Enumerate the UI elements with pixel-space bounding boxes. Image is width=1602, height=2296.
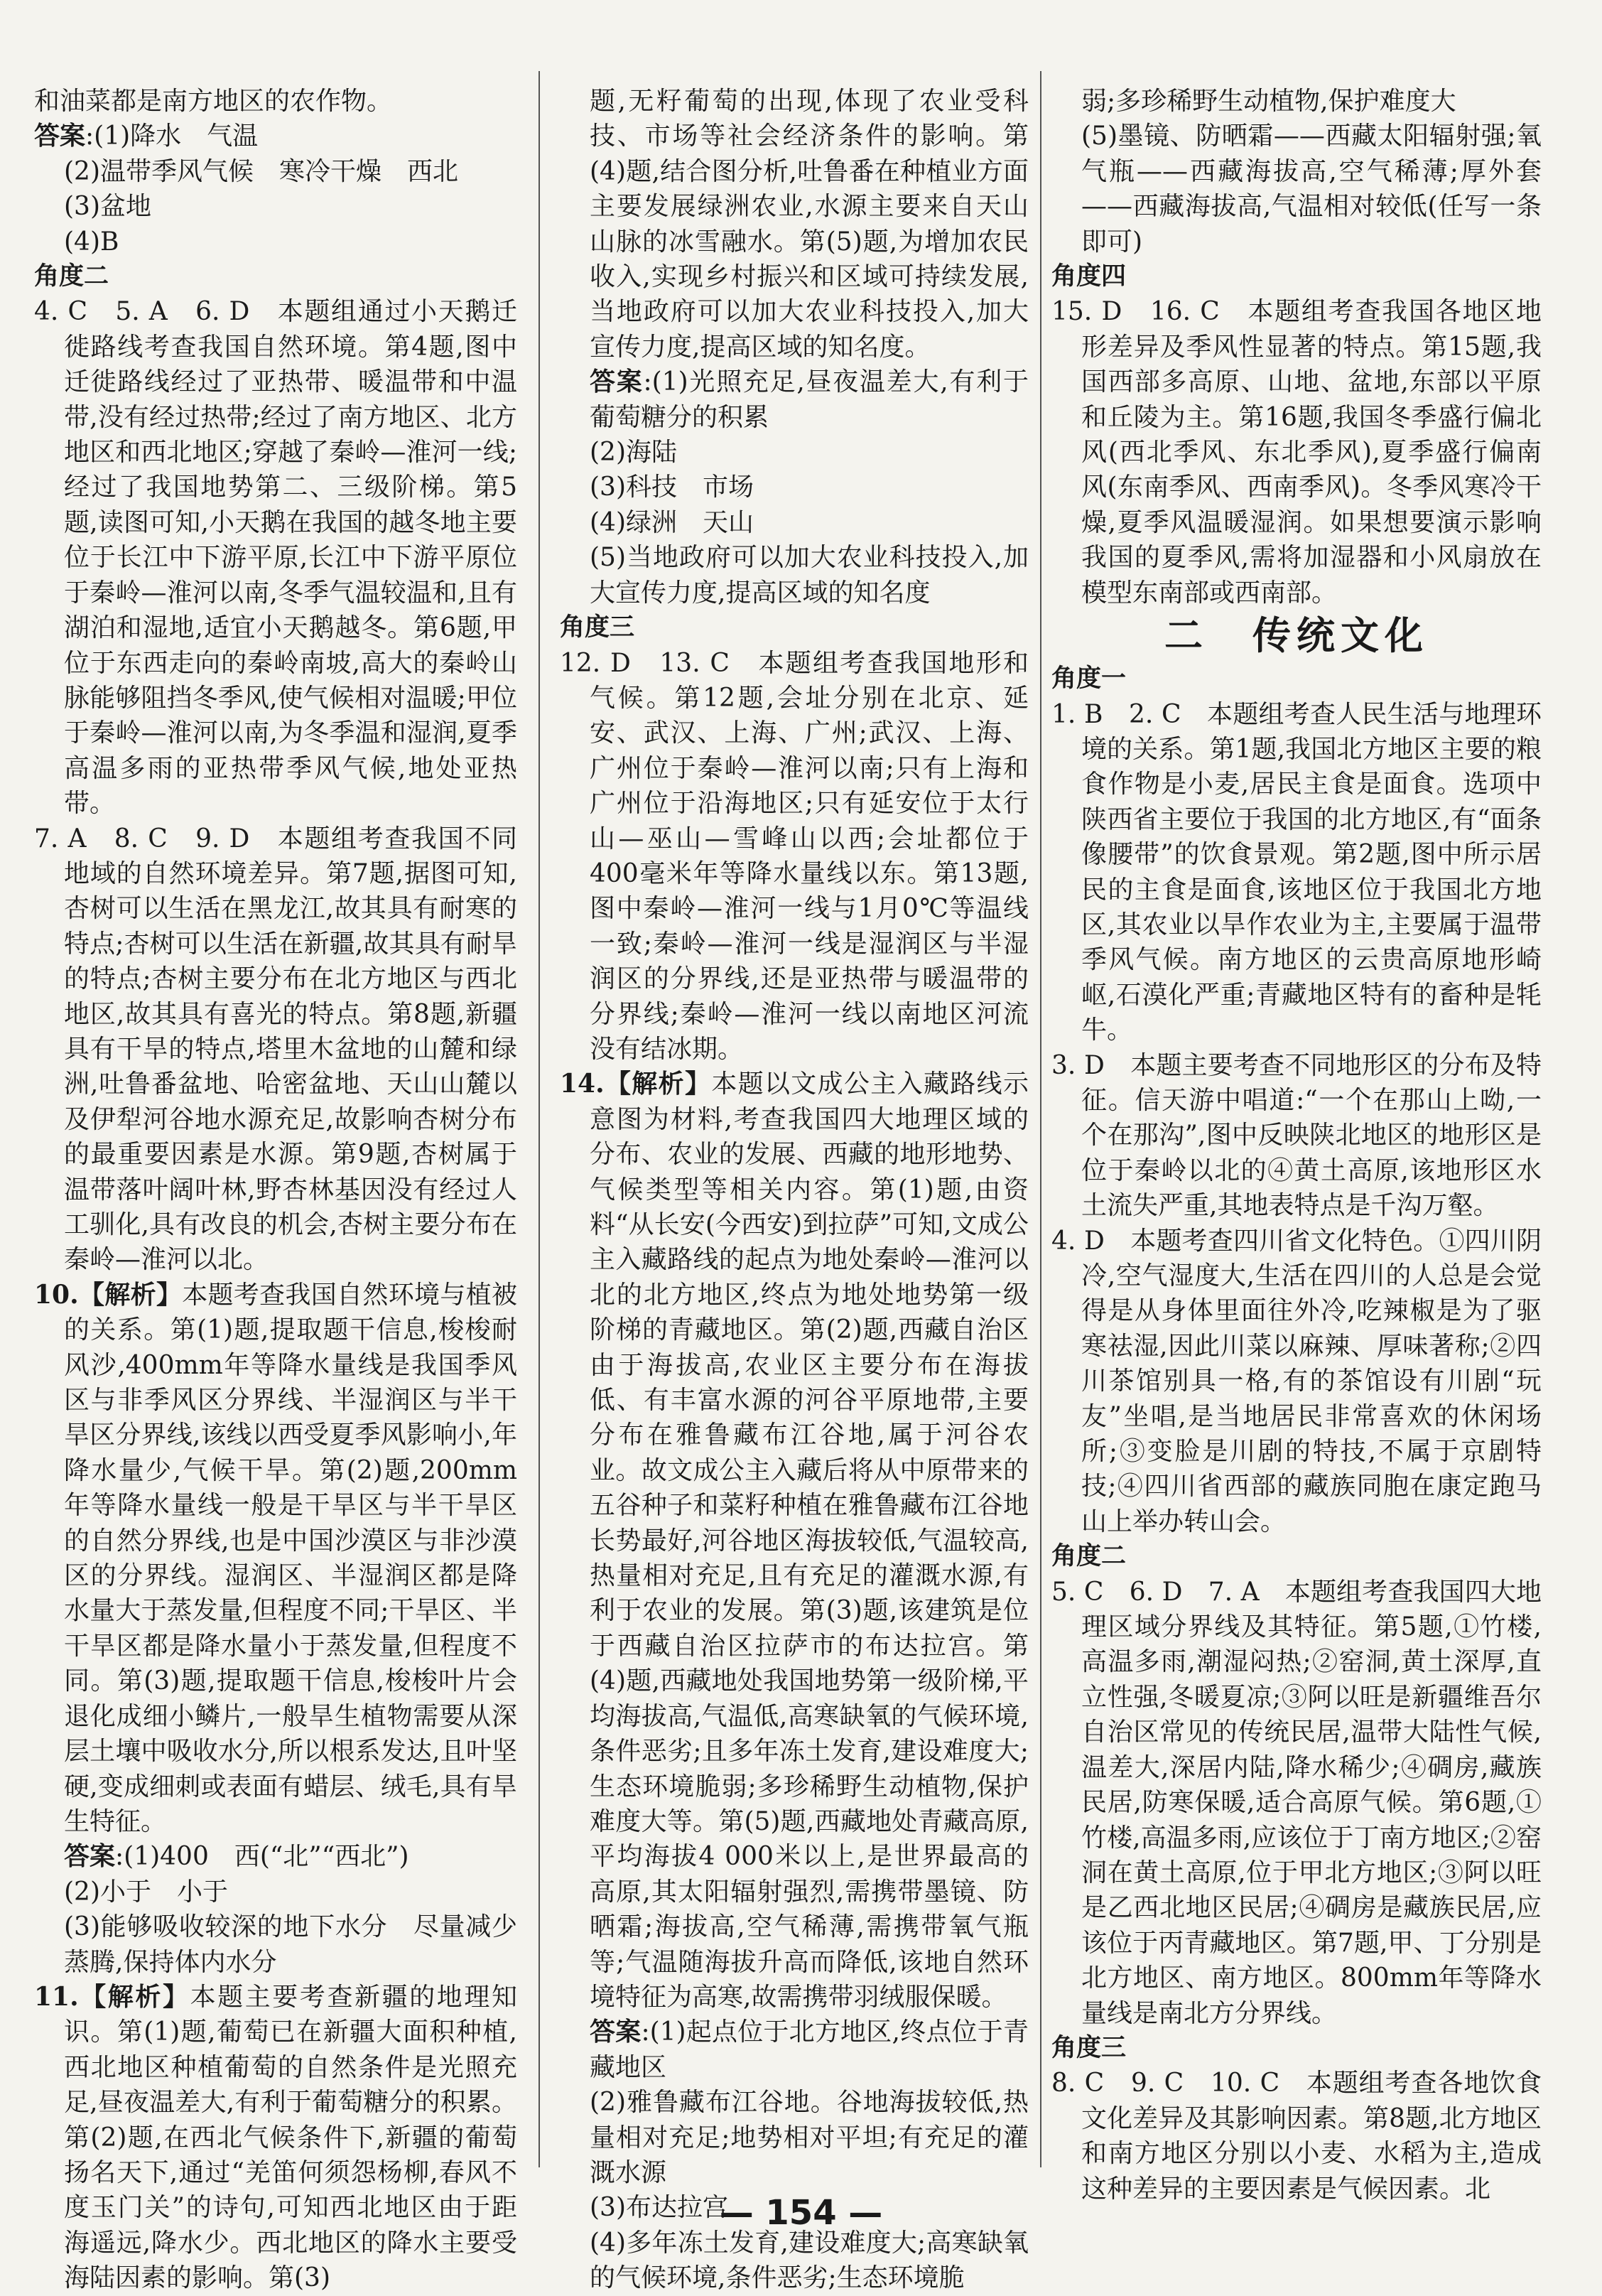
question-text: 本题以文成公主入藏路线示意图为材料,考查我国四大地理区域的分布、农业的发展、西藏的地形地势、气候类型等相关内容。第(1)题,由资料“从长安(今西安)到拉萨”可知,文成公主入藏路线的起点为地处秦岭—淮河以北的北方地区,终点为地处地势第一级阶梯的青藏地区。第(2)题,西藏自治区由于海拔高,农业区主要分布在海拔低、有丰富水源的河谷平原地带,主要分布在雅鲁藏布江谷地,属于河谷农业。故文成公主入藏后将从中原带来的五谷种子和菜籽种植在雅鲁藏布江谷地长势最好,河谷地区海拔较低,气温较高,热量相对充足,且有充足的灌溉水源,有利于农业的发展。第(3)题,该建筑是位于西藏自治区拉萨市的布达拉宫。第(4)题,西藏地处我国地势第一级阶梯,平均海拔高,气温低,高寒缺氧的气候环境,条件恶劣;且多年冻土发育,建设难度大;生态环境脆弱;多珍稀野生动植物,保护难度大等。第(5)题,西藏地处青藏高原,平均海拔4 000米以上,是世界最高的高原,其太阳辐射强烈,需携带墨镜、防晒霜;海拔高,空气稀薄,需携带氧气瓶等;气温随海拔升高而降低,该地自然环境特征为高寒,故需携带羽绒服保暖。 — [590, 1069, 1029, 2012]
answer-line: (2)海陆 — [590, 438, 677, 468]
heading-angle-2: 角度二 — [1051, 1542, 1127, 1571]
question-1-2: 1. B 2. C 本题组考查人民生活与地理环境的关系。第1题,我国北方地区主要的粮食作物是小麦,居民主食是面食。选项中陕西省主要位于我国的北方地区,有“面条像腰带”的饮食景观。第2题,图中所示居民的主食是面食,该地区位于我国北方地区,其农业以旱作农业为主,主要属于温带季风气候。南方地区的云贵高原地形崎岖,石漠化严重;青藏地区特有的畜种是牦牛。 — [1051, 699, 1542, 1045]
column-middle — [560, 84, 1029, 2296]
answer-line: (4)B — [64, 227, 119, 257]
heading-angle-3: 角度三 — [1051, 2033, 1127, 2062]
heading-angle-4: 角度四 — [1051, 262, 1127, 291]
question-15-16: 15. D 16. C 本题组考查我国各地区地形差异及季风性显著的特点。第15题,我国西部多高原、山地、盆地,东部以平原和丘陵为主。第16题,我国冬季盛行偏北风(西北季风、东北季风),夏季盛行偏南风(东南季风、西南季风)。冬季风寒冷干燥,夏季风温暖湿润。如果想要演示影响我国的夏季风,需将加湿器和小风扇放在模型东南部或西南部。 — [1051, 297, 1542, 608]
question-11-continued: 题,无籽葡萄的出现,体现了农业受科技、市场等社会经济条件的影响。第(4)题,结合图分析,吐鲁番在种植业方面主要发展绿洲农业,水源主要来自天山山脉的冰雪融水。第(5)题,为增加农民收入,实现乡村振兴和区域可持续发展,当地政府可以加大农业科技投入,加大宣传力度,提高区域的知名度。 — [590, 87, 1029, 362]
answer-line: (5)当地政府可以加大农业科技投入,加大宣传力度,提高区域的知名度 — [590, 543, 1029, 608]
answer-line: :(1)光照充足,昼夜温差大,有利于葡萄糖分的积累 — [590, 367, 1029, 432]
question-text: 本题考查我国自然环境与植被的关系。第(1)题,提取题干信息,梭梭耐风沙,400mm年等降水量线是我国季风区与非季风区分界线、半湿润区与半干旱区分界线,该线以西受夏季风影响小,年降水量少,气候干旱。第(2)题,200mm年等降水量线一般是干旱区与半干旱区的自然分界线,也是中国沙漠区与非沙漠区的分界线。湿润区、半湿润区都是降水量大于蒸发量,但程度不同;干旱区、半干旱区都是降水量小于蒸发量,但程度不同。第(3)题,提取题干信息,梭梭叶片会退化成细小鳞片,一般旱生植物需要从深层土壤中吸收水分,所以根系发达,且叶坚硬,变成细刺或表面有蜡层、绒毛,具有旱生特征。 — [64, 1280, 517, 1836]
answer-line: (2)小于 小于 — [64, 1877, 228, 1907]
answer-line: (4)绿洲 天山 — [590, 507, 754, 537]
answer-block-11 — [560, 365, 1029, 435]
question-4-6: 4. C 5. A 6. D 本题组通过小天鹅迁徙路线考查我国自然环境。第4题,图中迁徙路线经过了亚热带、暖温带和中温带,没有经过热带;经过了南方地区、北方地区和西北地区;穿越了秦岭—淮河一线;经过了我国地势第二、三级阶梯。第5题,读图可知,小天鹅在我国的越冬地主要位于长江中下游平原,长江中下游平原位于秦岭—淮河以南,冬季气温较温和,且有湖泊和湿地,适宜小天鹅越冬。第6题,甲位于东西走向的秦岭南坡,高大的秦岭山脉能够阻挡冬季风,使气候相对温暖;甲位于秦岭—淮河以南,为冬季温和湿润,夏季高温多雨的亚热带季风气候,地处亚热带。 — [34, 297, 517, 819]
column-divider-2 — [1040, 71, 1041, 2167]
question-11 — [34, 1980, 517, 2296]
question-number: 11. — [34, 1981, 79, 2012]
question-number: 10. — [34, 1279, 79, 1310]
question-5-7: 5. C 6. D 7. A 本题组考查我国四大地理区域分界线及其特征。第5题,①竹楼,高温多雨,潮湿闷热;②窑洞,黄土深厚,直立性强,冬暖夏凉;③阿以旺是新疆维吾尔自治区常见的传统民居,温带大陆性气候,温差大,深居内陆,降水稀少;④碉房,藏族民居,防寒保暖,适合高原气候。第6题,①竹楼,高温多雨,应该位于丁南方地区;②窑洞在黄土高原,位于甲北方地区;③阿以旺是乙西北地区民居;④碉房是藏族民居,应该位于丙青藏地区。第7题,甲、丁分别是北方地区、南方地区。800mm年等降水量线是南北方分界线。 — [1051, 1577, 1542, 2028]
answer-block-3 — [34, 119, 517, 153]
section-title: 二 传统文化 — [1164, 613, 1429, 659]
analysis-tag: 【解析】 — [604, 1069, 712, 1099]
answer-line: (3)盆地 — [64, 192, 151, 222]
answer-line: (3)布达拉宫 — [590, 2193, 728, 2223]
answer-line: :(1)400 西(“北”“西北”) — [115, 1842, 409, 1872]
heading-angle-3: 角度三 — [560, 613, 635, 642]
analysis-tag: 【解析】 — [78, 1279, 183, 1310]
answer-line: :(1)降水 气温 — [85, 122, 259, 151]
answer-14-continued: 弱;多珍稀野生动植物,保护难度大 — [1081, 87, 1456, 116]
answer-line: (4)多年冻土发育,建设难度大;高寒缺氧的气候环境,条件恶劣;生态环境脆 — [590, 2228, 1029, 2293]
answer-line: :(1)起点位于北方地区,终点位于青藏地区 — [590, 2017, 1029, 2082]
question-8-10: 8. C 9. C 10. C 本题组考查各地饮食文化差异及其影响因素。第8题,北方地区和南方地区分别以小麦、水稻为主,造成这种差异的主要因素是气候因素。北 — [1051, 2069, 1542, 2204]
analysis-tag: 【解析】 — [78, 1981, 190, 2012]
answer-block-14 — [560, 2015, 1029, 2085]
question-4: 4. D 本题考查四川省文化特色。①四川阴冷,空气湿度大,生活在四川的人总是会觉得是从身体里面往外冷,吃辣椒是为了驱寒祛湿,因此川菜以麻辣、厚味著称;②四川茶馆别具一格,有的茶馆设有川剧“玩友”坐唱,是当地居民非常喜欢的休闲场所;③变脸是川剧的特技,不属于京剧特技;④四川省西部的藏族同胞在康定跑马山上举办转山会。 — [1051, 1226, 1542, 1536]
question-7-9: 7. A 8. C 9. D 本题组考查我国不同地域的自然环境差异。第7题,据图可知,杏树可以生活在黑龙江,故其具有耐寒的特点;杏树可以生活在新疆,故其具有耐旱的特点;杏树主要分布在北方地区与西北地区,故其具有喜光的特点。第8题,新疆具有干旱的特点,塔里木盆地的山麓和绿洲,吐鲁番盆地、哈密盆地、天山山麓以及伊犁河谷地水源充足,故影响杏树分布的最重要因素是水源。第9题,杏树属于温带落叶阔叶林,野杏林基因没有经过人工驯化,具有改良的机会,杏树主要分布在秦岭—淮河以北。 — [34, 824, 517, 1275]
answer-line: (2)雅鲁藏布江谷地。谷地海拔较低,热量相对充足;地势相对平坦;有充足的灌溉水源 — [590, 2088, 1029, 2187]
question-3: 3. D 本题主要考查不同地形区的分布及特征。信天游中唱道:“一个在那山上呦,一个在那沟”,图中反映陕北地区的地形区是位于秦岭以北的④黄土高原,该地形区水土流失严重,其地表特点是千沟万壑。 — [1051, 1050, 1542, 1221]
question-10 — [34, 1278, 517, 1840]
answer-label: 答案 — [64, 1841, 116, 1872]
page-number: — 154 — — [719, 2193, 883, 2233]
question-12-13: 12. D 13. C 本题组考查我国地形和气候。第12题,会址分别在北京、延安、武汉、上海、广州;武汉、上海、广州位于秦岭—淮河以南;只有上海和广州位于沿海地区;只有延安位于太行山—巫山—雪峰山以西;会址都位于400毫米年等降水量线以东。第13题,图中秦岭—淮河一线与1月0℃等温线一致;秦岭—淮河一线是湿润区与半湿润区的分界线,还是亚热带与暖温带的分界线;秦岭—淮河一线以南地区河流没有结冰期。 — [560, 648, 1029, 1064]
column-divider-1 — [538, 71, 540, 2167]
answer-label: 答案 — [590, 2017, 642, 2047]
answer-line: (3)科技 市场 — [590, 473, 754, 502]
answer-line: (5)墨镜、防晒霜——西藏太阳辐射强;氧气瓶——西藏海拔高,空气稀薄;厚外套——西藏海拔高,气温相对较低(任写一条即可) — [1081, 122, 1542, 257]
question-14 — [560, 1067, 1029, 2015]
paragraph-intro: 和油菜都是南方地区的农作物。 — [34, 87, 393, 116]
heading-angle-1: 角度一 — [1051, 664, 1127, 694]
answer-label: 答案 — [590, 367, 644, 397]
answer-label: 答案 — [34, 121, 86, 151]
column-left — [34, 84, 517, 2296]
answer-line: (2)温带季风气候 寒冷干燥 西北 — [64, 156, 458, 186]
heading-angle-2: 角度二 — [34, 262, 109, 291]
question-number: 14. — [560, 1069, 605, 1099]
column-right — [1051, 84, 1542, 2206]
answer-line: (3)能够吸收较深的地下水分 尽量减少蒸腾,保持体内水分 — [64, 1912, 517, 1977]
answer-block-10 — [34, 1839, 517, 1874]
question-text: 本题主要考查新疆的地理知识。第(1)题,葡萄已在新疆大面积种植,西北地区种植葡萄的自然条件是光照充足,昼夜温差大,有利于葡萄糖分的积累。第(2)题,在西北气候条件下,新疆的葡萄扬名天下,通过“羌笛何须怨杨柳,春风不度玉门关”的诗句,可知西北地区由于距海遥远,降水少。西北地区的降水主要受海陆因素的影响。第(3) — [64, 1982, 517, 2293]
